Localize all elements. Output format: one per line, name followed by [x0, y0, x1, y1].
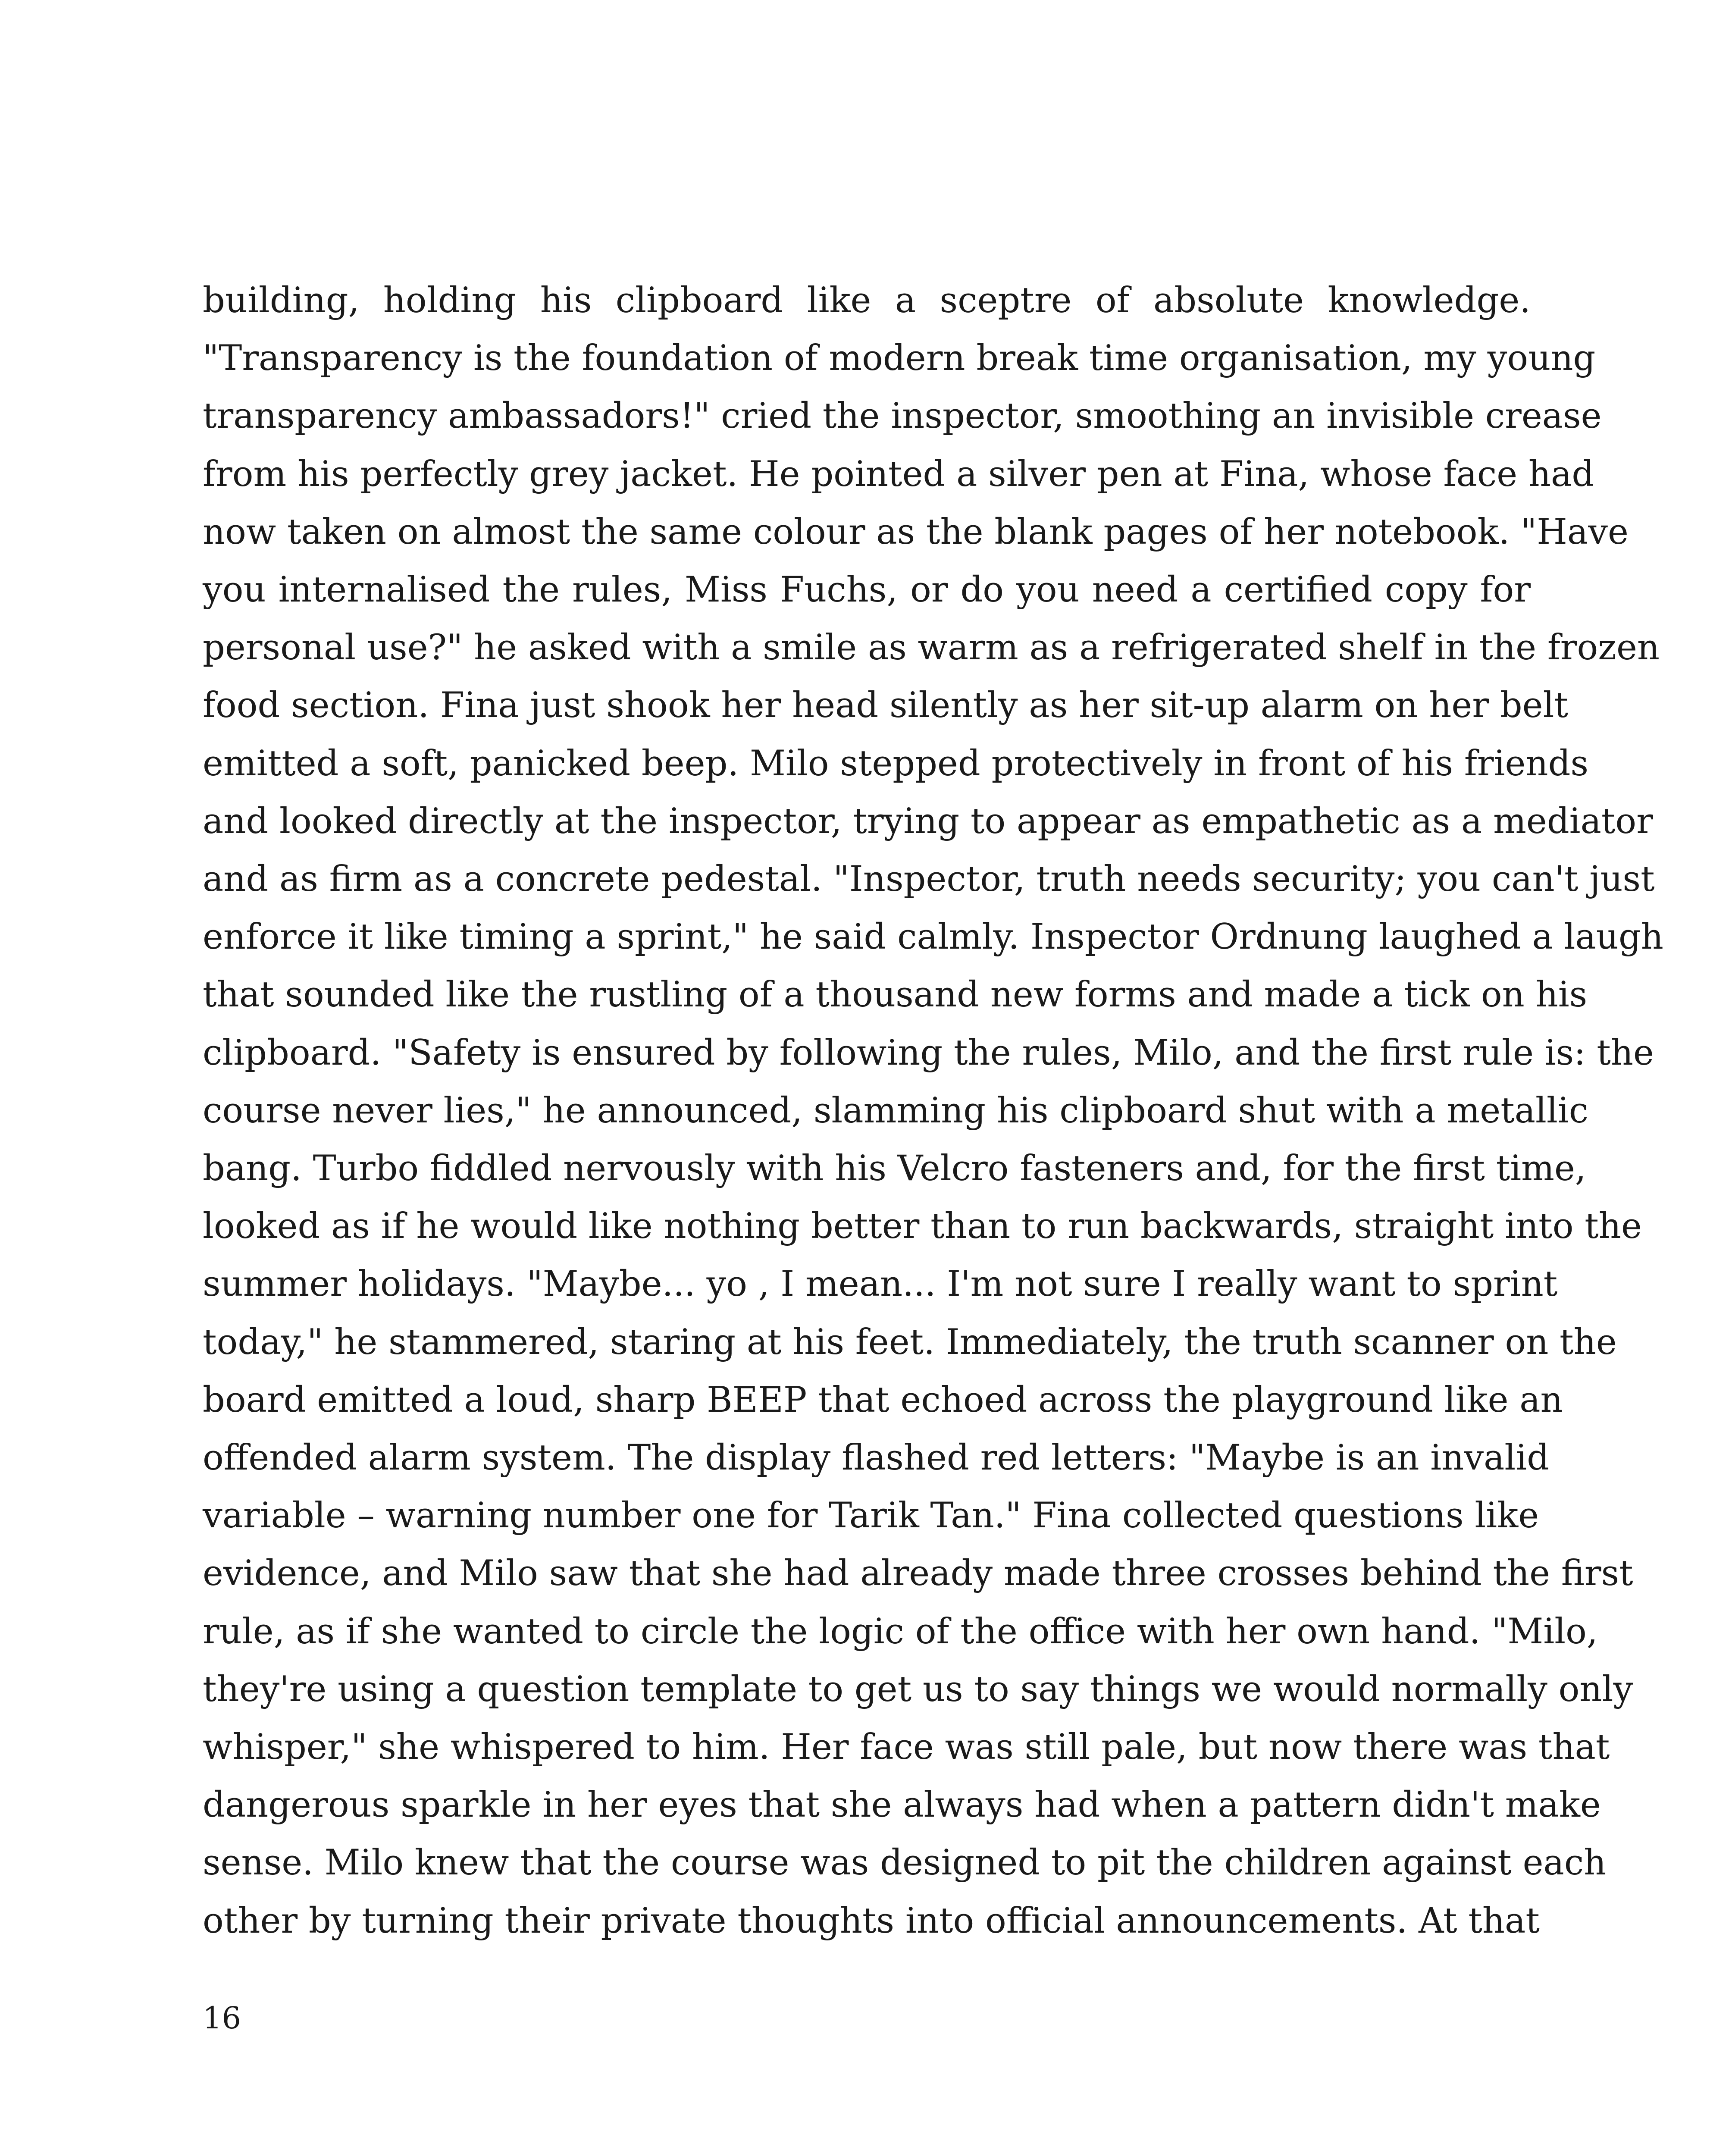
text-line: evidence, and Milo saw that she had already made three crosses behind the first	[203, 1553, 1633, 1594]
page-number: 16	[203, 2000, 241, 2036]
text-line: rule, as if she wanted to circle the logic of the office with her own hand. "Milo,	[203, 1611, 1598, 1652]
text-line: they're using a question template to get us to say things we would normally only	[203, 1669, 1633, 1710]
text-line: whisper," she whispered to him. Her face was still pale, but now there was that	[203, 1727, 1610, 1768]
text-line: that sounded like the rustling of a thousand new forms and made a tick on his	[203, 975, 1588, 1015]
text-line: and looked directly at the inspector, trying to appear as empathetic as a mediator	[203, 801, 1653, 842]
text-line: emitted a soft, panicked beep. Milo stepped protectively in front of his friends	[203, 743, 1589, 784]
text-line: you internalised the rules, Miss Fuchs, or do you need a certified copy for	[203, 570, 1531, 611]
text-line: food section. Fina just shook her head silently as her sit-up alarm on her belt	[203, 685, 1569, 726]
text-line: sense. Milo knew that the course was designed to pit the children against each	[203, 1843, 1607, 1883]
text-line: dangerous sparkle in her eyes that she always had when a pattern didn't make	[203, 1785, 1601, 1826]
text-line: offended alarm system. The display flashed red letters: "Maybe is an invalid	[203, 1438, 1550, 1479]
text-line: course never lies," he announced, slamming his clipboard shut with a metallic	[203, 1090, 1589, 1131]
text-line: enforce it like timing a sprint," he said calmly. Inspector Ordnung laughed a laugh	[203, 917, 1663, 958]
text-line: board emitted a loud, sharp BEEP that echoed across the playground like an	[203, 1379, 1563, 1420]
text-line: variable – warning number one for Tarik Tan." Fina collected questions like	[203, 1495, 1539, 1536]
text-line: "Transparency is the foundation of modern break time organisation, my young	[203, 338, 1596, 379]
text-line: building, holding his clipboard like a sceptre of absolute knowledge.	[203, 280, 1531, 321]
body-text	[203, 272, 1663, 1950]
text-line: transparency ambassadors!" cried the inspector, smoothing an invisible crease	[203, 396, 1602, 437]
text-line: summer holidays. "Maybe... yo , I mean... I'm not sure I really want to sprint	[203, 1264, 1558, 1305]
text-line: personal use?" he asked with a smile as warm as a refrigerated shelf in the frozen	[203, 627, 1660, 668]
text-line: looked as if he would like nothing better than to run backwards, straight into the	[203, 1206, 1642, 1247]
text-line: today," he stammered, staring at his feet. Immediately, the truth scanner on the	[203, 1322, 1617, 1363]
text-line: clipboard. "Safety is ensured by following the rules, Milo, and the first rule is: the	[203, 1032, 1654, 1073]
text-line: and as firm as a concrete pedestal. "Inspector, truth needs security; you can't just	[203, 859, 1655, 900]
text-line: now taken on almost the same colour as the blank pages of her notebook. "Have	[203, 511, 1629, 552]
text-line: from his perfectly grey jacket. He pointed a silver pen at Fina, whose face had	[203, 454, 1594, 495]
text-line: bang. Turbo fiddled nervously with his Velcro fasteners and, for the first time,	[203, 1148, 1586, 1189]
text-line: other by turning their private thoughts into official announcements. At that	[203, 1900, 1540, 1941]
